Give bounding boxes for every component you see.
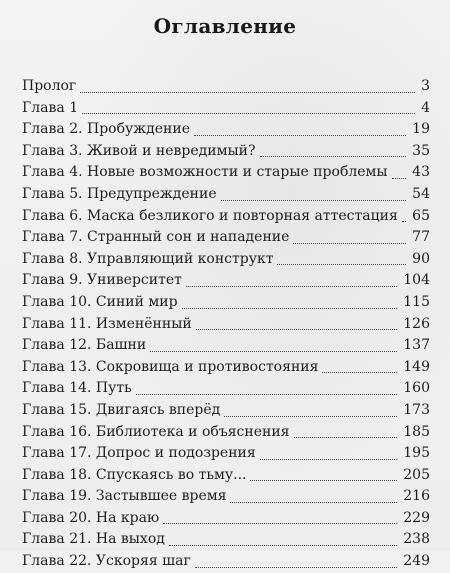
toc-entry-page-number: 90: [412, 250, 430, 267]
toc-entry-label: Глава 14. Путь: [22, 380, 132, 397]
toc-entry-page-number: 185: [403, 423, 430, 440]
dot-leader: [293, 243, 406, 244]
toc-entry-label: Глава 7. Странный сон и нападение: [22, 229, 290, 246]
toc-entry-page-number: 43: [412, 164, 430, 181]
toc-entry-page-number: 35: [412, 142, 430, 159]
toc-entry: [22, 249, 430, 271]
toc-entry: [22, 443, 430, 465]
toc-entry-label: Глава 20. На краю: [22, 509, 160, 526]
toc-entry-label: Глава 19. Застывшее время: [22, 488, 227, 505]
toc-entry: [22, 486, 430, 508]
dot-leader: [224, 416, 397, 417]
toc-entry-page-number: 104: [403, 272, 430, 289]
table-of-contents: [22, 76, 430, 573]
toc-entry-page-number: 216: [403, 488, 430, 505]
toc-entry-label: Глава 22. Ускоряя шаг: [22, 553, 191, 570]
toc-entry: [22, 314, 430, 336]
toc-entry-label: Глава 11. Изменённый: [22, 315, 192, 332]
dot-leader: [182, 308, 398, 309]
dot-leader: [150, 351, 397, 352]
toc-entry-label: Глава 12. Башни: [22, 337, 147, 354]
toc-entry: [22, 551, 430, 573]
toc-entry-label: Глава 15. Двигаясь вперёд: [22, 401, 221, 418]
dot-leader: [169, 545, 397, 546]
toc-entry: [22, 76, 430, 98]
toc-entry-label: Глава 16. Библиотека и объяснения: [22, 423, 290, 440]
dot-leader: [402, 221, 406, 222]
toc-title: Оглавление: [153, 14, 297, 38]
toc-entry-page-number: 54: [412, 185, 430, 202]
toc-entry: [22, 98, 430, 120]
toc-entry-page-number: 205: [403, 466, 430, 483]
dot-leader: [195, 567, 397, 568]
dot-leader: [294, 437, 398, 438]
dot-leader: [230, 502, 397, 503]
toc-entry-label: Глава 6. Маска безликого и повторная аттестация: [22, 207, 398, 224]
toc-entry-label: Глава 17. Допрос и подозрения: [22, 445, 256, 462]
toc-entry: [22, 400, 430, 422]
dot-leader: [260, 156, 407, 157]
toc-entry: [22, 292, 430, 314]
toc-entry-page-number: 149: [403, 358, 430, 375]
toc-entry: [22, 184, 430, 206]
toc-entry: [22, 227, 430, 249]
toc-entry: [22, 465, 430, 487]
toc-entry-label: Глава 9. Университет: [22, 272, 182, 289]
toc-entry: [22, 119, 430, 141]
dot-leader: [277, 264, 406, 265]
toc-entry-page-number: 173: [403, 401, 430, 418]
dot-leader: [163, 523, 397, 524]
toc-entry-page-number: 65: [412, 207, 430, 224]
dot-leader: [322, 372, 397, 373]
dot-leader: [80, 92, 415, 93]
toc-entry: [22, 141, 430, 163]
dot-leader: [196, 329, 398, 330]
toc-entry-label: Глава 18. Спускаясь во тьму...: [22, 466, 247, 483]
toc-entry-page-number: 4: [421, 99, 430, 116]
toc-entry: [22, 529, 430, 551]
dot-leader: [221, 200, 407, 201]
dot-leader: [250, 480, 397, 481]
toc-entry-page-number: 238: [403, 531, 430, 548]
toc-entry: [22, 357, 430, 379]
toc-entry-label: Глава 5. Предупреждение: [22, 185, 217, 202]
toc-entry-page-number: 195: [403, 445, 430, 462]
toc-entry-page-number: 249: [403, 553, 430, 570]
toc-entry-label: Глава 4. Новые возможности и старые проблемы: [22, 164, 388, 181]
toc-entry-label: Глава 2. Пробуждение: [22, 121, 190, 138]
toc-entry-page-number: 19: [412, 121, 430, 138]
dot-leader: [260, 459, 398, 460]
toc-entry: [22, 508, 430, 530]
toc-entry-page-number: 3: [421, 78, 430, 94]
toc-entry-label: Глава 8. Управляющий конструкт: [22, 250, 274, 267]
toc-entry-page-number: 160: [403, 380, 430, 397]
toc-entry-label: Глава 10. Синий мир: [22, 293, 178, 310]
toc-entry: [22, 206, 430, 228]
toc-entry: [22, 422, 430, 444]
dot-leader: [392, 178, 407, 179]
toc-entry: [22, 270, 430, 292]
toc-entry-page-number: 115: [403, 293, 430, 310]
dot-leader: [82, 113, 415, 114]
toc-entry-page-number: 77: [412, 229, 430, 246]
toc-entry-page-number: 137: [403, 337, 430, 354]
toc-entry-page-number: 229: [403, 509, 430, 526]
toc-entry: [22, 335, 430, 357]
toc-entry-label: Глава 3. Живой и невредимый?: [22, 142, 256, 159]
toc-entry-label: Глава 21. На выход: [22, 531, 165, 548]
dot-leader: [186, 286, 397, 287]
toc-entry: [22, 162, 430, 184]
dot-leader: [194, 135, 406, 136]
toc-entry-page-number: 126: [403, 315, 430, 332]
dot-leader: [136, 394, 398, 395]
toc-entry-label: Глава 13. Сокровища и противостояния: [22, 358, 319, 375]
toc-entry: [22, 378, 430, 400]
toc-entry-label: Пролог: [22, 78, 77, 94]
toc-entry-label: Глава 1: [22, 99, 79, 116]
